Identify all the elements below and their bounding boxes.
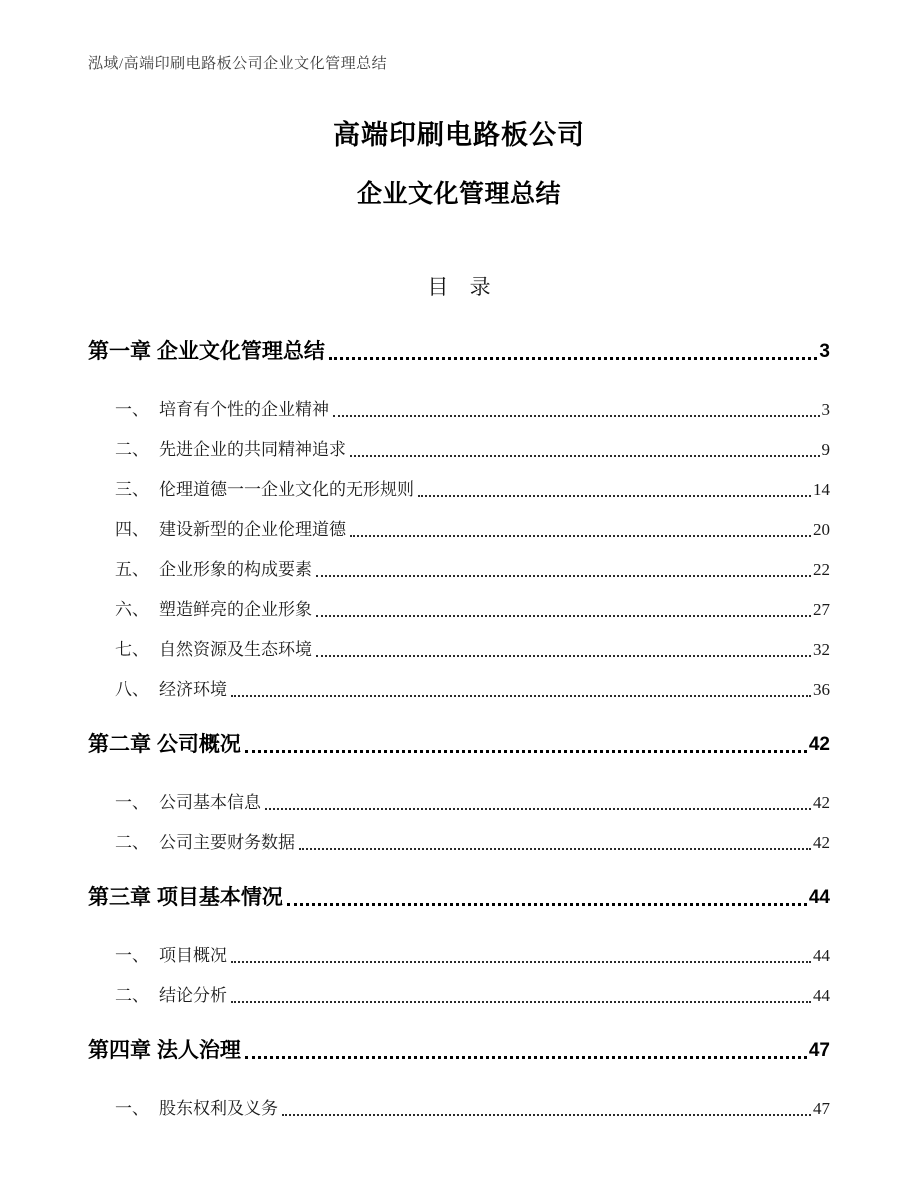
toc-dot-leader	[287, 903, 807, 906]
toc-entry-label: 股东权利及义务	[159, 1099, 278, 1118]
toc-item-number: 一、	[115, 1099, 149, 1118]
toc-dot-leader	[316, 655, 811, 657]
toc-page-number: 22	[813, 560, 830, 579]
toc-dot-leader	[350, 455, 820, 457]
toc-page-number: 42	[813, 833, 830, 852]
toc-entry-label: 伦理道德一一企业文化的无形规则	[159, 480, 414, 499]
toc-dot-leader	[333, 415, 820, 417]
toc-dot-leader	[316, 615, 811, 617]
toc-page-number: 3	[821, 400, 830, 419]
toc-page-number: 42	[808, 734, 830, 755]
toc-entry-label: 塑造鲜亮的企业形象	[159, 600, 312, 619]
toc-item-row[interactable]	[88, 436, 830, 463]
toc-item-number: 二、	[115, 833, 149, 852]
toc-page-number: 27	[813, 600, 830, 619]
toc-dot-leader	[299, 848, 811, 850]
toc-item-number: 四、	[115, 520, 149, 539]
toc-page-number: 44	[813, 986, 830, 1005]
toc-chapter-row[interactable]	[88, 337, 830, 366]
toc-item-number: 一、	[115, 946, 149, 965]
toc-entry-label: 企业形象的构成要素	[159, 560, 312, 579]
toc-page-number: 9	[821, 440, 830, 459]
document-header: 泓域/高端印刷电路板公司企业文化管理总结	[88, 56, 388, 72]
toc-item-row[interactable]	[88, 829, 830, 856]
toc-page-number: 32	[813, 640, 830, 659]
toc-item-row[interactable]	[88, 789, 830, 816]
toc-dot-leader	[231, 695, 811, 697]
toc-item-number: 二、	[115, 986, 149, 1005]
toc-item-row[interactable]	[88, 676, 830, 703]
toc-entry-label: 经济环境	[159, 680, 227, 699]
toc-dot-leader	[265, 808, 811, 810]
toc-list	[88, 337, 830, 1122]
toc-dot-leader	[245, 750, 807, 753]
toc-entry-label: 自然资源及生态环境	[159, 640, 312, 659]
toc-item-number: 二、	[115, 440, 149, 459]
toc-chapter-row[interactable]	[88, 1036, 830, 1065]
toc-item-row[interactable]	[88, 396, 830, 423]
document-title-line1: 高端印刷电路板公司	[333, 120, 585, 150]
toc-item-number: 三、	[115, 480, 149, 499]
toc-dot-leader	[329, 357, 818, 360]
toc-page-number: 44	[813, 946, 830, 965]
toc-item-row[interactable]	[88, 596, 830, 623]
toc-item-row[interactable]	[88, 636, 830, 663]
toc-page-number: 3	[819, 341, 830, 362]
toc-item-row[interactable]	[88, 516, 830, 543]
toc-entry-label: 公司基本信息	[159, 793, 261, 812]
toc-item-number: 一、	[115, 400, 149, 419]
toc-page-number: 14	[813, 480, 830, 499]
toc-entry-label: 建设新型的企业伦理道德	[159, 520, 346, 539]
toc-entry-label: 项目概况	[159, 946, 227, 965]
toc-entry-label: 第二章 公司概况	[88, 733, 241, 756]
toc-entry-label: 结论分析	[159, 986, 227, 1005]
toc-item-row[interactable]	[88, 942, 830, 969]
toc-dot-leader	[418, 495, 811, 497]
toc-dot-leader	[316, 575, 811, 577]
toc-item-row[interactable]	[88, 982, 830, 1009]
toc-page-number: 36	[813, 680, 830, 699]
toc-chapter-row[interactable]	[88, 730, 830, 759]
toc-dot-leader	[245, 1056, 807, 1059]
toc-page-number: 47	[813, 1099, 830, 1118]
toc-page-number: 44	[808, 887, 830, 908]
toc-item-number: 六、	[115, 600, 149, 619]
toc-entry-label: 第一章 企业文化管理总结	[88, 340, 325, 363]
toc-heading: 目 录	[427, 275, 499, 299]
toc-dot-leader	[282, 1114, 811, 1116]
toc-item-row[interactable]	[88, 1095, 830, 1122]
toc-entry-label: 培育有个性的企业精神	[159, 400, 329, 419]
toc-page-number: 20	[813, 520, 830, 539]
toc-entry-label: 第四章 法人治理	[88, 1039, 241, 1062]
toc-dot-leader	[231, 961, 811, 963]
toc-item-row[interactable]	[88, 556, 830, 583]
toc-item-number: 五、	[115, 560, 149, 579]
toc-page-number: 42	[813, 793, 830, 812]
toc-page-number: 47	[808, 1040, 830, 1061]
toc-entry-label: 第三章 项目基本情况	[88, 886, 283, 909]
toc-dot-leader	[350, 535, 811, 537]
toc-item-row[interactable]	[88, 476, 830, 503]
toc-item-number: 八、	[115, 680, 149, 699]
toc-entry-label: 公司主要财务数据	[159, 833, 295, 852]
toc-entry-label: 先进企业的共同精神追求	[159, 440, 346, 459]
toc-item-number: 七、	[115, 640, 149, 659]
toc-item-number: 一、	[115, 793, 149, 812]
document-title-line2: 企业文化管理总结	[356, 180, 561, 208]
toc-dot-leader	[231, 1001, 811, 1003]
toc-chapter-row[interactable]	[88, 883, 830, 912]
